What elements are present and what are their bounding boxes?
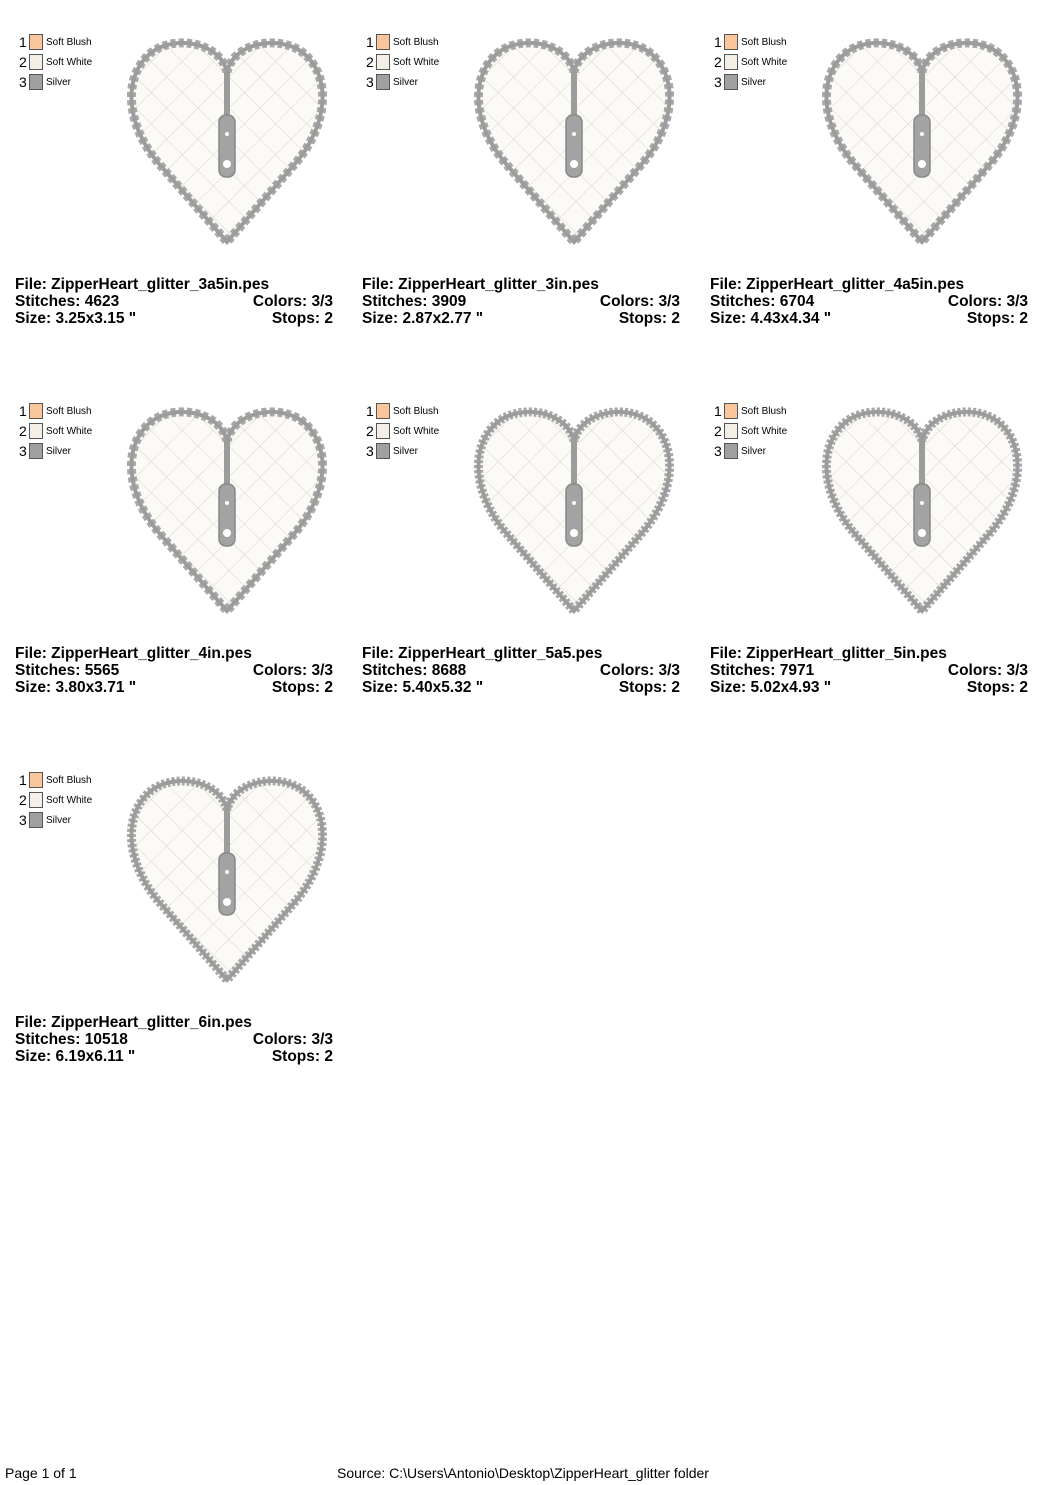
color-swatch	[724, 423, 738, 439]
file-name: File: ZipperHeart_glitter_4a5in.pes	[710, 276, 965, 293]
legend-row	[714, 441, 787, 461]
color-legend	[19, 32, 92, 92]
legend-row	[19, 770, 92, 790]
design-info	[710, 276, 1028, 327]
stitch-count: Stitches: 3909	[362, 293, 467, 310]
design-size: Size: 4.43x4.34 "	[710, 310, 832, 327]
color-legend	[366, 401, 439, 461]
color-count: Colors: 3/3	[599, 662, 680, 679]
design-card	[15, 399, 335, 699]
legend-row	[714, 401, 787, 421]
zipper-heart-design-icon	[815, 30, 1030, 255]
file-name: File: ZipperHeart_glitter_5in.pes	[710, 645, 947, 662]
design-card	[710, 399, 1030, 699]
legend-color-name: Silver	[741, 445, 767, 457]
legend-color-name: Soft Blush	[393, 36, 439, 48]
legend-color-name: Silver	[46, 76, 72, 88]
legend-row	[19, 401, 92, 421]
color-swatch	[724, 34, 738, 50]
legend-row	[19, 441, 92, 461]
color-swatch	[376, 403, 390, 419]
legend-row	[19, 790, 92, 810]
legend-color-name: Soft Blush	[393, 405, 439, 417]
color-swatch	[376, 423, 390, 439]
legend-number: 3	[19, 443, 27, 459]
design-info	[710, 645, 1028, 696]
design-card	[362, 30, 682, 330]
color-swatch	[29, 812, 43, 828]
legend-color-name: Soft White	[46, 794, 93, 806]
legend-number: 1	[19, 403, 27, 419]
stop-count: Stops: 2	[271, 1048, 333, 1065]
legend-row	[366, 32, 439, 52]
legend-color-name: Soft White	[741, 425, 788, 437]
zipper-heart-design-icon	[467, 399, 682, 624]
legend-row	[19, 421, 92, 441]
color-count: Colors: 3/3	[252, 1031, 333, 1048]
legend-row	[366, 401, 439, 421]
legend-number: 2	[714, 54, 722, 70]
design-card	[710, 30, 1030, 330]
color-swatch	[29, 74, 43, 90]
stop-count: Stops: 2	[618, 679, 680, 696]
legend-row	[366, 72, 439, 92]
color-swatch	[376, 74, 390, 90]
file-name: File: ZipperHeart_glitter_5a5.pes	[362, 645, 603, 662]
legend-row	[714, 32, 787, 52]
legend-color-name: Silver	[393, 445, 419, 457]
design-size: Size: 5.02x4.93 "	[710, 679, 832, 696]
legend-color-name: Soft White	[393, 425, 440, 437]
zipper-heart-design-icon	[120, 399, 335, 624]
legend-color-name: Silver	[741, 76, 767, 88]
page-number: Page 1 of 1	[5, 1465, 77, 1481]
legend-color-name: Silver	[46, 814, 72, 826]
color-legend	[714, 32, 787, 92]
color-legend	[714, 401, 787, 461]
legend-number: 2	[366, 423, 374, 439]
stitch-count: Stitches: 7971	[710, 662, 815, 679]
color-swatch	[724, 443, 738, 459]
legend-row	[19, 52, 92, 72]
design-size: Size: 5.40x5.32 "	[362, 679, 484, 696]
zipper-heart-design-icon	[120, 768, 335, 993]
color-swatch	[29, 423, 43, 439]
legend-color-name: Silver	[46, 445, 72, 457]
legend-number: 1	[366, 403, 374, 419]
legend-color-name: Soft Blush	[741, 36, 787, 48]
color-count: Colors: 3/3	[947, 662, 1028, 679]
color-swatch	[29, 54, 43, 70]
legend-number: 3	[366, 443, 374, 459]
design-info	[15, 645, 333, 696]
legend-color-name: Soft White	[393, 56, 440, 68]
stop-count: Stops: 2	[618, 310, 680, 327]
stop-count: Stops: 2	[966, 310, 1028, 327]
color-swatch	[724, 54, 738, 70]
stitch-count: Stitches: 6704	[710, 293, 815, 310]
color-swatch	[29, 792, 43, 808]
legend-number: 1	[19, 772, 27, 788]
design-info	[362, 276, 680, 327]
legend-number: 1	[714, 403, 722, 419]
color-swatch	[29, 443, 43, 459]
legend-number: 3	[366, 74, 374, 90]
color-swatch	[29, 403, 43, 419]
color-legend	[19, 401, 92, 461]
color-count: Colors: 3/3	[599, 293, 680, 310]
legend-color-name: Soft White	[46, 56, 93, 68]
stitch-count: Stitches: 8688	[362, 662, 467, 679]
color-swatch	[376, 443, 390, 459]
zipper-heart-design-icon	[467, 30, 682, 255]
stop-count: Stops: 2	[271, 679, 333, 696]
design-card	[15, 768, 335, 1068]
color-count: Colors: 3/3	[947, 293, 1028, 310]
file-name: File: ZipperHeart_glitter_3in.pes	[362, 276, 599, 293]
stitch-count: Stitches: 5565	[15, 662, 120, 679]
color-swatch	[29, 34, 43, 50]
design-card	[362, 399, 682, 699]
stitch-count: Stitches: 4623	[15, 293, 120, 310]
legend-number: 1	[714, 34, 722, 50]
color-legend	[19, 770, 92, 830]
legend-number: 2	[19, 423, 27, 439]
legend-row	[714, 72, 787, 92]
color-legend	[366, 32, 439, 92]
legend-color-name: Soft White	[46, 425, 93, 437]
color-swatch	[724, 74, 738, 90]
zipper-heart-design-icon	[815, 399, 1030, 624]
legend-color-name: Soft Blush	[46, 405, 92, 417]
legend-row	[714, 421, 787, 441]
file-name: File: ZipperHeart_glitter_4in.pes	[15, 645, 252, 662]
color-swatch	[724, 403, 738, 419]
legend-number: 3	[714, 74, 722, 90]
legend-number: 2	[366, 54, 374, 70]
color-swatch	[376, 54, 390, 70]
file-name: File: ZipperHeart_glitter_3a5in.pes	[15, 276, 270, 293]
legend-number: 1	[366, 34, 374, 50]
legend-row	[19, 810, 92, 830]
legend-row	[19, 32, 92, 52]
design-size: Size: 2.87x2.77 "	[362, 310, 484, 327]
legend-number: 1	[19, 34, 27, 50]
legend-color-name: Silver	[393, 76, 419, 88]
color-count: Colors: 3/3	[252, 293, 333, 310]
design-info	[15, 276, 333, 327]
legend-row	[366, 421, 439, 441]
legend-color-name: Soft Blush	[741, 405, 787, 417]
legend-row	[366, 52, 439, 72]
source-path: Source: C:\Users\Antonio\Desktop\ZipperHeart_glitter folder	[337, 1465, 709, 1481]
legend-row	[366, 441, 439, 461]
legend-number: 2	[19, 54, 27, 70]
stop-count: Stops: 2	[966, 679, 1028, 696]
design-size: Size: 6.19x6.11 "	[15, 1048, 136, 1065]
legend-number: 2	[714, 423, 722, 439]
legend-color-name: Soft Blush	[46, 774, 92, 786]
legend-color-name: Soft White	[741, 56, 788, 68]
design-size: Size: 3.80x3.71 "	[15, 679, 137, 696]
legend-color-name: Soft Blush	[46, 36, 92, 48]
zipper-heart-design-icon	[120, 30, 335, 255]
design-info	[15, 1014, 333, 1065]
legend-number: 3	[19, 812, 27, 828]
stop-count: Stops: 2	[271, 310, 333, 327]
legend-number: 3	[19, 74, 27, 90]
legend-row	[19, 72, 92, 92]
color-count: Colors: 3/3	[252, 662, 333, 679]
legend-number: 3	[714, 443, 722, 459]
file-name: File: ZipperHeart_glitter_6in.pes	[15, 1014, 252, 1031]
design-info	[362, 645, 680, 696]
design-card	[15, 30, 335, 330]
design-size: Size: 3.25x3.15 "	[15, 310, 137, 327]
color-swatch	[376, 34, 390, 50]
legend-row	[714, 52, 787, 72]
color-swatch	[29, 772, 43, 788]
stitch-count: Stitches: 10518	[15, 1031, 128, 1048]
legend-number: 2	[19, 792, 27, 808]
